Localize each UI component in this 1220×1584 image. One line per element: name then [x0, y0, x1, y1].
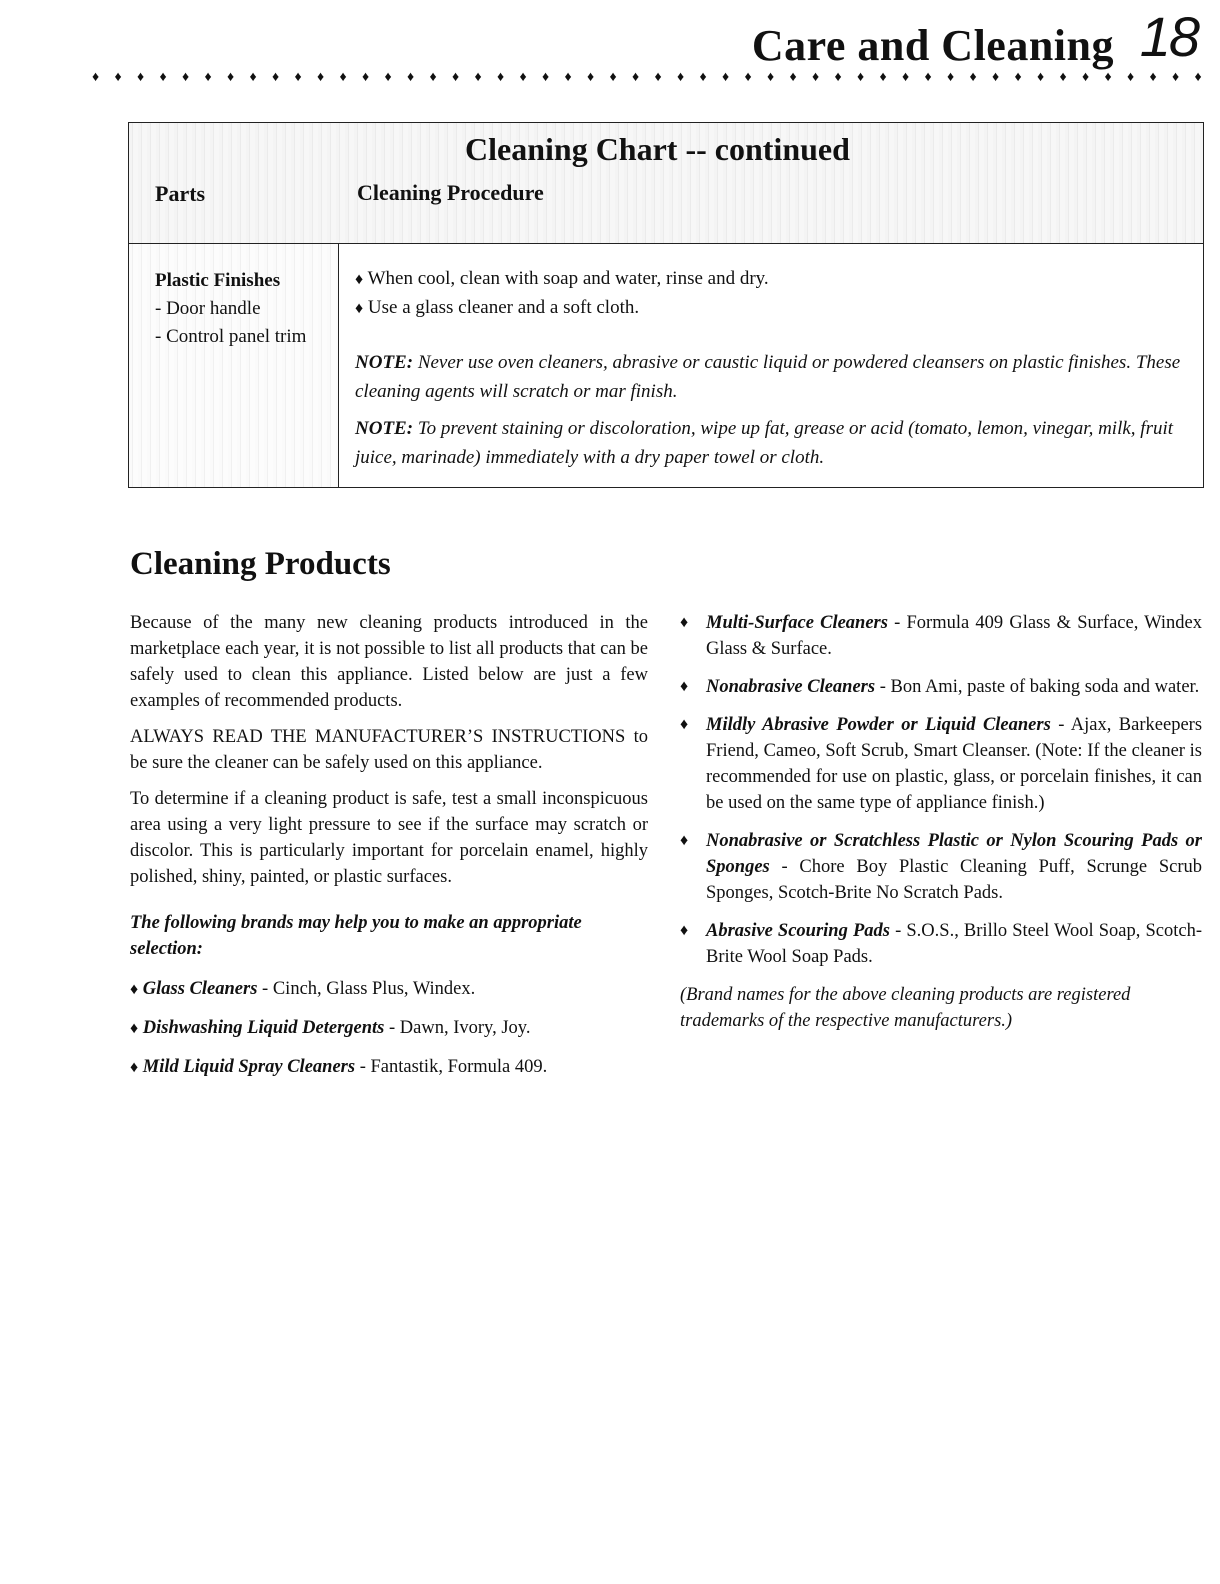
diamond-ornament-icon: ♦	[137, 70, 145, 85]
diamond-ornament-icon: ♦	[294, 70, 302, 85]
brand-category: Mildly Abrasive Powder or Liquid Cleaners	[706, 715, 1051, 735]
brand-list: Bon Ami, paste of baking soda and water.	[890, 677, 1200, 697]
diamond-ornament-icon: ♦	[609, 70, 617, 85]
diamond-ornament-icon: ♦	[249, 70, 257, 85]
left-column	[130, 610, 648, 1093]
diamond-bullet-icon: ♦	[680, 678, 689, 695]
diamond-ornament-icon: ♦	[879, 70, 887, 85]
procedure-text: Use a glass cleaner and a soft cloth.	[367, 297, 640, 318]
diamond-rule-divider	[92, 66, 1202, 90]
brand-list: Fantastik, Formula 409.	[370, 1057, 548, 1077]
brand-list: S.O.S., Brillo Steel Wool Soap, Scotch-Brite Wool Soap Pads.	[706, 921, 1202, 967]
brands-intro: The following brands may help you to make an appropriate selection:	[130, 913, 582, 959]
diamond-ornament-icon: ♦	[654, 70, 662, 85]
diamond-bullet-icon: ♦	[680, 922, 689, 939]
chart-title: Cleaning Chart -- continued	[465, 131, 850, 167]
diamond-bullet-icon: ♦	[680, 716, 689, 733]
diamond-ornament-icon: ♦	[1104, 70, 1112, 85]
diamond-ornament-icon: ♦	[1059, 70, 1067, 85]
page-title: Care and Cleaning	[751, 21, 1114, 70]
diamond-ornament-icon: ♦	[384, 70, 392, 85]
part-item-control-panel-trim: - Control panel trim	[155, 326, 307, 347]
brand-list: Ajax, Barkeepers Friend, Cameo, Soft Scrub, Smart Cleanser. (Note: If the cleaner is recommended for use on plastic, glass, or porcelain finishes, it can be used on the same type of appliance finish.)	[706, 715, 1203, 813]
diamond-ornament-icon: ♦	[924, 70, 932, 85]
diamond-ornament-icon: ♦	[812, 70, 820, 85]
diamond-ornament-icon: ♦	[272, 70, 280, 85]
brand-category: Glass Cleaners	[142, 979, 258, 999]
procedure-text: When cool, clean with soap and water, rinse and dry.	[367, 268, 769, 289]
diamond-ornament-icon: ♦	[92, 70, 100, 85]
diamond-ornament-icon: ♦	[182, 70, 190, 85]
brand-separator: -	[769, 857, 800, 877]
diamond-ornament-icon: ♦	[699, 70, 707, 85]
diamond-ornament-icon: ♦	[159, 70, 167, 85]
diamond-ornament-icon: ♦	[362, 70, 370, 85]
brand-separator: -	[875, 677, 891, 697]
brand-item	[680, 674, 1202, 700]
brand-separator: -	[355, 1057, 371, 1077]
diamond-bullet-icon: ♦	[680, 832, 689, 849]
column-header-procedure: Cleaning Procedure	[357, 180, 544, 205]
note-label: NOTE:	[355, 352, 414, 373]
diamond-ornament-icon: ♦	[744, 70, 752, 85]
diamond-ornament-icon: ♦	[834, 70, 842, 85]
diamond-ornament-icon: ♦	[452, 70, 460, 85]
diamond-ornament-icon: ♦	[227, 70, 235, 85]
brand-item	[680, 610, 1202, 662]
diamond-ornament-icon: ♦	[407, 70, 415, 85]
column-header-parts: Parts	[155, 181, 206, 206]
diamond-bullet-icon: ♦	[130, 1059, 139, 1076]
procedure-line	[355, 297, 639, 319]
body-paragraph: To determine if a cleaning product is safe, test a small inconspicuous area using a very light pressure to see if the surface may scratch or discolor. This is particularly important for porcelain enamel, highly polished, shiny, painted, or plastic surfaces.	[130, 789, 648, 887]
body-paragraph: Because of the many new cleaning products introduced in the marketplace each year, it is not possible to list all products that can be safely used to clean this appliance. Listed below are just a few examples of recommended products.	[130, 613, 648, 711]
diamond-ornament-icon: ♦	[902, 70, 910, 85]
diamond-ornament-icon: ♦	[947, 70, 955, 85]
brand-separator: -	[384, 1018, 400, 1038]
diamond-ornament-icon: ♦	[114, 70, 122, 85]
diamond-ornament-icon: ♦	[1082, 70, 1090, 85]
parts-cell	[129, 244, 339, 487]
brand-list: Formula 409 Glass & Surface, Windex Glass & Surface.	[706, 613, 1202, 659]
diamond-ornament-icon: ♦	[564, 70, 572, 85]
diamond-ornament-icon: ♦	[1014, 70, 1022, 85]
brand-category: Multi-Surface Cleaners	[706, 613, 888, 633]
diamond-ornament-icon: ♦	[339, 70, 347, 85]
brand-category: Mild Liquid Spray Cleaners	[142, 1057, 356, 1077]
brand-separator: -	[257, 979, 273, 999]
part-title: Plastic Finishes	[155, 270, 281, 291]
brand-separator: -	[1050, 715, 1071, 735]
diamond-ornament-icon: ♦	[789, 70, 797, 85]
diamond-bullet-icon: ♦	[130, 1020, 139, 1037]
page-number: 18	[1139, 5, 1198, 68]
right-column	[680, 610, 1202, 1053]
diamond-ornament-icon: ♦	[497, 70, 505, 85]
diamond-ornament-icon: ♦	[1194, 70, 1202, 85]
brand-list: Chore Boy Plastic Cleaning Puff, Scrunge Scrub Sponges, Scotch-Brite No Scratch Pads.	[706, 857, 1202, 903]
diamond-ornament-icon: ♦	[429, 70, 437, 85]
note-text: Never use oven cleaners, abrasive or caustic liquid or powdered cleansers on plastic finishes. These cleaning agents will scratch or mar finish.	[355, 352, 1181, 402]
note-label: NOTE:	[355, 418, 414, 439]
diamond-ornament-icon: ♦	[677, 70, 685, 85]
diamond-bullet-icon: ♦	[130, 981, 139, 998]
diamond-ornament-icon: ♦	[1172, 70, 1180, 85]
brand-category: Nonabrasive Cleaners	[706, 677, 876, 697]
diamond-ornament-icon: ♦	[204, 70, 212, 85]
brand-separator: -	[887, 613, 907, 633]
brand-category: Abrasive Scouring Pads	[706, 921, 890, 941]
diamond-ornament-icon: ♦	[632, 70, 640, 85]
diamond-ornament-icon: ♦	[519, 70, 527, 85]
brand-item	[130, 976, 648, 1003]
brand-list: Dawn, Ivory, Joy.	[399, 1018, 531, 1038]
brand-separator: -	[889, 921, 907, 941]
procedure-line	[355, 268, 769, 290]
diamond-ornament-icon: ♦	[1127, 70, 1135, 85]
brand-list: Cinch, Glass Plus, Windex.	[272, 979, 476, 999]
brand-item	[680, 712, 1202, 816]
diamond-bullet-icon: ♦	[680, 614, 689, 631]
diamond-bullet-icon: ♦	[355, 300, 364, 317]
brand-category: Nonabrasive or Scratchless Plastic or Nylon Scouring Pads or Sponges	[706, 831, 1202, 877]
brand-item	[680, 918, 1202, 970]
diamond-ornament-icon: ♦	[857, 70, 865, 85]
diamond-ornament-icon: ♦	[969, 70, 977, 85]
diamond-ornament-icon: ♦	[1037, 70, 1045, 85]
diamond-ornament-icon: ♦	[587, 70, 595, 85]
diamond-bullet-icon: ♦	[355, 271, 364, 288]
diamond-ornament-icon: ♦	[474, 70, 482, 85]
brand-category: Dishwashing Liquid Detergents	[142, 1018, 385, 1038]
cleaning-chart-table	[128, 122, 1204, 488]
diamond-ornament-icon: ♦	[542, 70, 550, 85]
brand-item	[130, 1015, 648, 1042]
procedure-cell	[355, 244, 1195, 487]
page-header	[0, 0, 1220, 100]
trademark-footnote: (Brand names for the above cleaning products are registered trademarks of the respective manufacturers.)	[680, 985, 1131, 1031]
diamond-ornament-icon: ♦	[767, 70, 775, 85]
diamond-ornament-icon: ♦	[722, 70, 730, 85]
brand-item	[130, 1054, 648, 1081]
brand-item	[680, 828, 1202, 906]
part-item-door-handle: - Door handle	[155, 298, 261, 319]
chart-header	[129, 123, 1203, 244]
note-paragraph	[355, 414, 1185, 472]
diamond-ornament-icon: ♦	[317, 70, 325, 85]
diamond-ornament-icon: ♦	[992, 70, 1000, 85]
note-paragraph	[355, 348, 1185, 406]
body-paragraph: ALWAYS READ THE MANUFACTURER’S INSTRUCTIONS to be sure the cleaner can be safely used on this appliance.	[130, 727, 648, 773]
section-title: Cleaning Products	[130, 546, 391, 582]
diamond-ornament-icon: ♦	[1149, 70, 1157, 85]
note-text: To prevent staining or discoloration, wipe up fat, grease or acid (tomato, lemon, vinegar, milk, fruit juice, marinade) immediately with a dry paper towel or cloth.	[355, 418, 1174, 468]
